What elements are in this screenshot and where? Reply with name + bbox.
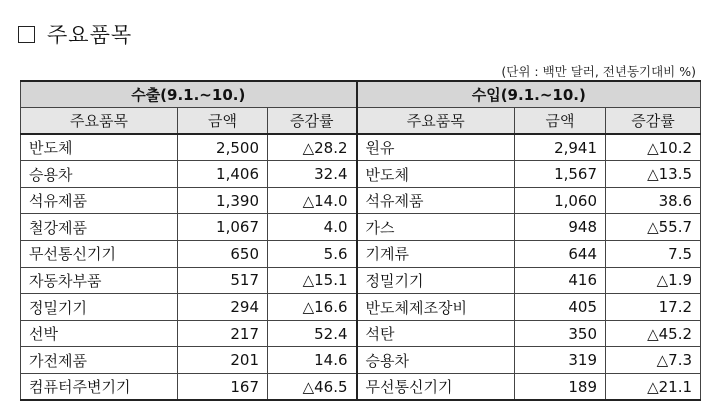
export-amount-cell: 517 — [178, 267, 268, 294]
import-rate-cell: 17.2 — [606, 294, 701, 321]
trade-table — [20, 80, 701, 401]
import-rate-cell: △21.1 — [606, 374, 701, 401]
export-rate-cell: 52.4 — [268, 320, 357, 347]
section-heading — [18, 16, 132, 52]
import-item-cell: 석유제품 — [357, 187, 515, 214]
import-rate-cell: △55.7 — [606, 214, 701, 241]
import-rate-cell: 38.6 — [606, 187, 701, 214]
export-col-rate: 증감률 — [268, 108, 357, 135]
import-item-cell: 석탄 — [357, 320, 515, 347]
import-header: 수입(9.1.~10.) — [357, 81, 701, 108]
table-row — [21, 347, 701, 374]
export-item-cell: 자동차부품 — [21, 267, 178, 294]
export-item-cell: 석유제품 — [21, 187, 178, 214]
export-amount-cell: 1,067 — [178, 214, 268, 241]
import-item-cell: 기계류 — [357, 241, 515, 268]
table-row — [21, 161, 701, 188]
export-rate-cell: △14.0 — [268, 187, 357, 214]
export-header: 수출(9.1.~10.) — [21, 81, 357, 108]
import-item-cell: 승용차 — [357, 347, 515, 374]
import-item-cell: 반도체 — [357, 161, 515, 188]
table-row — [21, 320, 701, 347]
export-rate-cell: 5.6 — [268, 241, 357, 268]
export-amount-cell: 217 — [178, 320, 268, 347]
import-rate-cell: △10.2 — [606, 134, 701, 161]
export-rate-cell: 32.4 — [268, 161, 357, 188]
import-item-cell: 반도체제조장비 — [357, 294, 515, 321]
import-col-item: 주요품목 — [357, 108, 515, 135]
import-amount-cell: 948 — [515, 214, 606, 241]
import-rate-cell: 7.5 — [606, 241, 701, 268]
export-amount-cell: 167 — [178, 374, 268, 401]
export-amount-cell: 294 — [178, 294, 268, 321]
export-rate-cell: 14.6 — [268, 347, 357, 374]
section-title: 주요품목 — [47, 23, 133, 47]
trade-table-body — [21, 134, 701, 400]
import-item-cell: 원유 — [357, 134, 515, 161]
import-item-cell: 정밀기기 — [357, 267, 515, 294]
export-item-cell: 정밀기기 — [21, 294, 178, 321]
table-row — [21, 294, 701, 321]
export-item-cell: 무선통신기기 — [21, 241, 178, 268]
export-amount-cell: 650 — [178, 241, 268, 268]
import-rate-cell: △1.9 — [606, 267, 701, 294]
import-amount-cell: 1,060 — [515, 187, 606, 214]
export-rate-cell: △16.6 — [268, 294, 357, 321]
import-item-cell: 무선통신기기 — [357, 374, 515, 401]
import-item-cell: 가스 — [357, 214, 515, 241]
export-col-item: 주요품목 — [21, 108, 178, 135]
import-amount-cell: 416 — [515, 267, 606, 294]
import-col-rate: 증감률 — [606, 108, 701, 135]
import-amount-cell: 644 — [515, 241, 606, 268]
table-row — [21, 134, 701, 161]
table-row — [21, 241, 701, 268]
checkbox-square-icon — [18, 26, 35, 43]
import-amount-cell: 319 — [515, 347, 606, 374]
export-amount-cell: 2,500 — [178, 134, 268, 161]
import-rate-cell: △13.5 — [606, 161, 701, 188]
export-rate-cell: 4.0 — [268, 214, 357, 241]
import-amount-cell: 350 — [515, 320, 606, 347]
export-rate-cell: △15.1 — [268, 267, 357, 294]
export-rate-cell: △46.5 — [268, 374, 357, 401]
import-amount-cell: 189 — [515, 374, 606, 401]
table-row — [21, 187, 701, 214]
export-col-amount: 금액 — [178, 108, 268, 135]
unit-note: (단위 : 백만 달러, 전년동기대비 %) — [501, 64, 696, 79]
import-rate-cell: △45.2 — [606, 320, 701, 347]
export-amount-cell: 201 — [178, 347, 268, 374]
import-amount-cell: 405 — [515, 294, 606, 321]
export-item-cell: 철강제품 — [21, 214, 178, 241]
export-rate-cell: △28.2 — [268, 134, 357, 161]
table-row — [21, 214, 701, 241]
export-amount-cell: 1,406 — [178, 161, 268, 188]
import-col-amount: 금액 — [515, 108, 606, 135]
export-amount-cell: 1,390 — [178, 187, 268, 214]
table-row — [21, 374, 701, 401]
export-item-cell: 승용차 — [21, 161, 178, 188]
export-item-cell: 가전제품 — [21, 347, 178, 374]
export-item-cell: 컴퓨터주변기기 — [21, 374, 178, 401]
import-rate-cell: △7.3 — [606, 347, 701, 374]
table-row — [21, 267, 701, 294]
import-amount-cell: 2,941 — [515, 134, 606, 161]
export-item-cell: 선박 — [21, 320, 178, 347]
import-amount-cell: 1,567 — [515, 161, 606, 188]
export-item-cell: 반도체 — [21, 134, 178, 161]
